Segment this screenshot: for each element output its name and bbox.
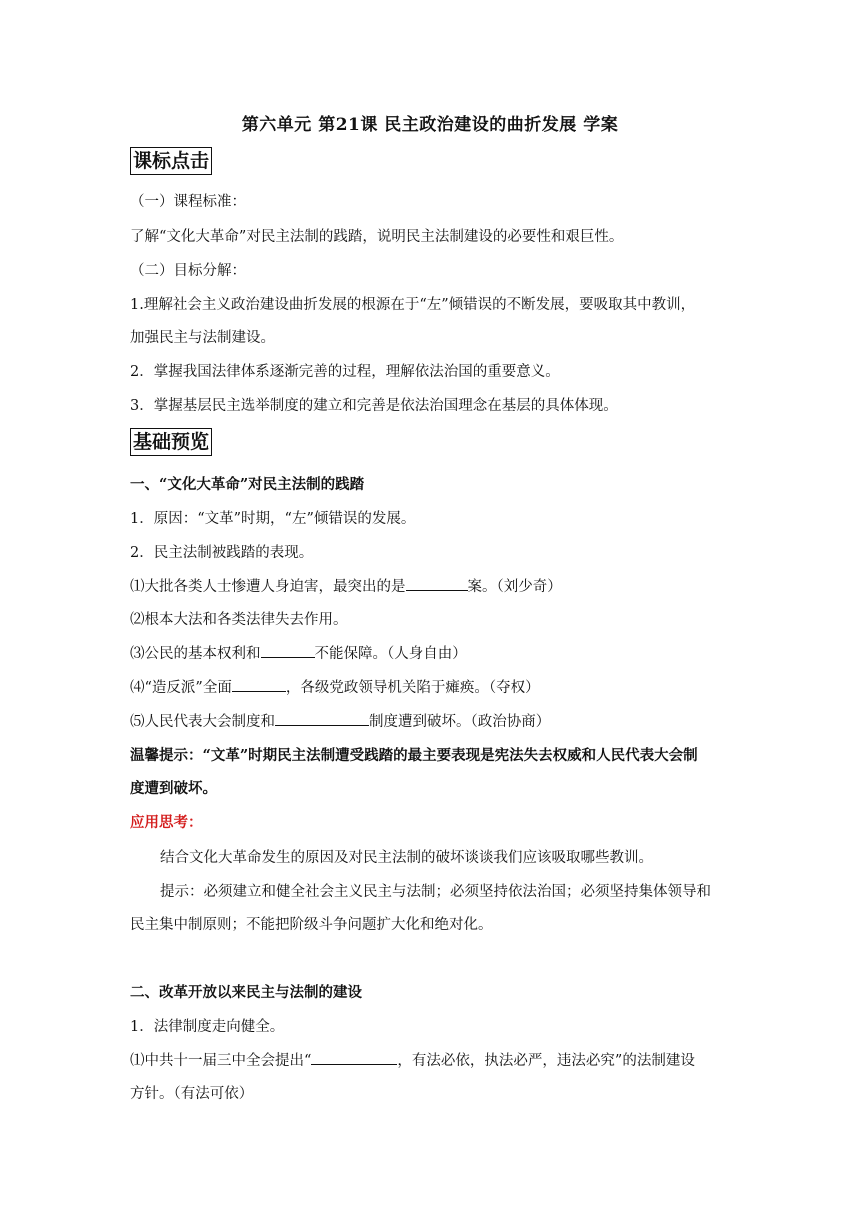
item-3-prefix: ⑶公民的基本权利和 xyxy=(130,646,261,662)
item-4-prefix: ⑷“造反派”全面 xyxy=(130,680,232,696)
item-4-suffix: ，各级党政领导机关陷于瘫痪。（夺权） xyxy=(285,680,540,696)
item-5-suffix: 制度遭到破坏。（政治协商） xyxy=(369,714,551,730)
goal-1-line-b: 加强民主与法制建设。 xyxy=(130,330,275,346)
part1-heading: 一、“文化大革命”对民主法制的践踏 xyxy=(130,476,365,493)
page-title: 第六单元 第21课 民主政治建设的曲折发展 学案 xyxy=(241,115,619,135)
standard-heading: （一）课程标准： xyxy=(130,194,246,210)
goal-1-line-a: 1.理解社会主义政治建设曲折发展的根源在于“左”倾错误的不断发展，要吸取其中教训， xyxy=(130,297,696,313)
part2-law: 1．法律制度走向健全。 xyxy=(130,1019,285,1035)
item-5-prefix: ⑸人民代表大会制度和 xyxy=(130,714,275,730)
apply-question: 结合文化大革命发生的原因及对民主法制的破坏谈谈我们应该吸取哪些教训。 xyxy=(160,850,653,866)
apply-heading: 应用思考： xyxy=(130,814,203,831)
part1-item-1 xyxy=(130,575,562,596)
part2-item-1-line-b: 方针。（有法可依） xyxy=(130,1086,254,1102)
standard-text: 了解“文化大革命”对民主法制的践踏，说明民主法制建设的必要性和艰巨性。 xyxy=(130,229,624,245)
fill-blank[interactable] xyxy=(275,711,369,727)
fill-blank[interactable] xyxy=(232,677,286,693)
item-3-suffix: 不能保障。（人身自由） xyxy=(314,646,467,662)
part2-item-1-prefix: ⑴中共十一届三中全会提出“ xyxy=(130,1053,312,1069)
hint-line-a: 提示：必须建立和健全社会主义民主与法制；必须坚持依法治国；必须坚持集体领导和 xyxy=(160,884,711,900)
part1-item-4 xyxy=(130,676,540,697)
part2-item-1-suffix: ，有法必依，执法必严，违法必究”的法制建设 xyxy=(397,1053,695,1069)
item-1-suffix: 案。（刘少奇） xyxy=(467,579,562,595)
part2-item-1 xyxy=(130,1049,695,1070)
part1-cause: 1．原因：“文革”时期，“左”倾错误的发展。 xyxy=(130,511,416,527)
tip-line-b: 度遭到破坏。 xyxy=(130,780,217,797)
goal-2: 2．掌握我国法律体系逐渐完善的过程，理解依法治国的重要意义。 xyxy=(130,364,560,380)
part1-item-2: ⑵根本大法和各类法律失去作用。 xyxy=(130,612,348,628)
section-heading-kbdj: 课标点击 xyxy=(130,147,212,175)
fill-blank[interactable] xyxy=(261,643,315,659)
tip-line-a: 温馨提示：“文革”时期民主法制遭受践踏的最主要表现是宪法失去权威和人民代表大会制 xyxy=(130,747,698,764)
goal-3: 3．掌握基层民主选举制度的建立和完善是依法治国理念在基层的具体体现。 xyxy=(130,398,618,414)
fill-blank[interactable] xyxy=(406,576,468,592)
hint-line-b: 民主集中制原则；不能把阶级斗争问题扩大化和绝对化。 xyxy=(130,917,493,933)
goals-heading: （二）目标分解： xyxy=(130,263,246,279)
part2-heading: 二、改革开放以来民主与法制的建设 xyxy=(130,984,362,1001)
part1-item-3 xyxy=(130,642,467,663)
part1-item-5 xyxy=(130,710,550,731)
section-heading-jcyl: 基础预览 xyxy=(130,428,212,456)
part1-manifest: 2．民主法制被践踏的表现。 xyxy=(130,545,314,561)
item-1-prefix: ⑴大批各类人士惨遭人身迫害，最突出的是 xyxy=(130,579,406,595)
fill-blank[interactable] xyxy=(311,1050,397,1066)
